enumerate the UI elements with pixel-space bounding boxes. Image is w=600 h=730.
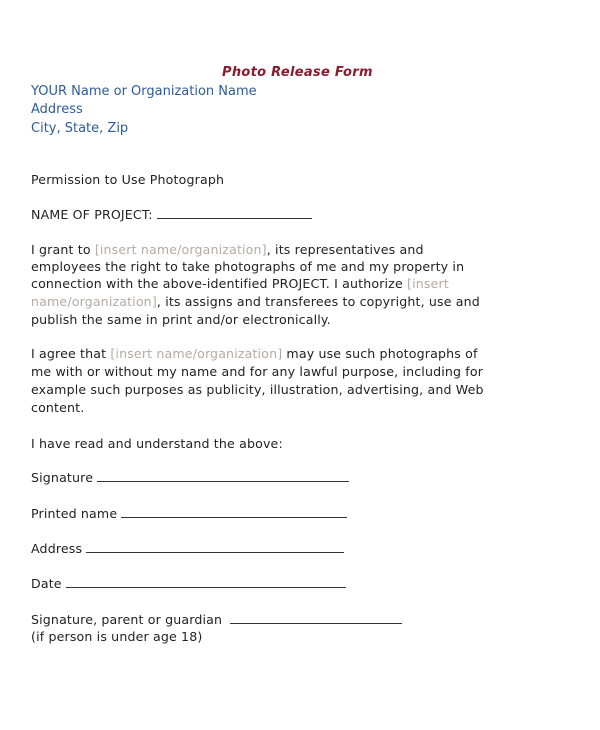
placeholder-organization: [insert name/organization] bbox=[94, 242, 267, 257]
form-title: Photo Release Form bbox=[222, 65, 373, 80]
signature-row bbox=[31, 470, 349, 485]
organization-address: Address bbox=[31, 102, 83, 117]
paragraph1-line5: publish the same in print and/or electronically. bbox=[31, 312, 331, 327]
text: I grant to bbox=[31, 242, 95, 257]
date-field[interactable] bbox=[66, 586, 346, 588]
placeholder-organization: name/organization] bbox=[31, 294, 157, 309]
project-name-field[interactable] bbox=[157, 217, 312, 219]
guardian-signature-row bbox=[31, 612, 402, 627]
printed-name-label: Printed name bbox=[31, 506, 118, 521]
address-field[interactable] bbox=[86, 551, 344, 553]
signature-field[interactable] bbox=[97, 480, 349, 482]
paragraph2-line3: example such purposes as publicity, illustration, advertising, and Web bbox=[31, 382, 484, 397]
form-subtitle: Permission to Use Photograph bbox=[31, 172, 225, 187]
paragraph2-line2: me with or without my name and for any lawful purpose, including for bbox=[31, 364, 484, 379]
paragraph2-line1 bbox=[31, 346, 478, 361]
organization-name: YOUR Name or Organization Name bbox=[31, 84, 257, 99]
date-row bbox=[31, 576, 346, 591]
printed-name-field[interactable] bbox=[121, 516, 347, 518]
placeholder-organization: [insert bbox=[407, 276, 449, 291]
text: I agree that bbox=[31, 346, 111, 361]
paragraph1-line4 bbox=[31, 294, 480, 309]
date-label: Date bbox=[31, 576, 62, 591]
printed-name-row bbox=[31, 506, 347, 521]
guardian-note: (if person is under age 18) bbox=[31, 629, 203, 644]
project-name-label: NAME OF PROJECT: bbox=[31, 207, 153, 222]
paragraph2-line4: content. bbox=[31, 400, 85, 415]
guardian-signature-label: Signature, parent or guardian bbox=[31, 612, 223, 627]
paragraph1-line2: employees the right to take photographs of me and my property in bbox=[31, 259, 465, 274]
address-label: Address bbox=[31, 541, 83, 556]
organization-city-state-zip: City, State, Zip bbox=[31, 121, 129, 136]
placeholder-organization: [insert name/organization] bbox=[110, 346, 283, 361]
signature-label: Signature bbox=[31, 470, 94, 485]
paragraph1-line3 bbox=[31, 276, 449, 291]
paragraph1-line1 bbox=[31, 242, 424, 257]
acknowledgement-text: I have read and understand the above: bbox=[31, 436, 283, 451]
guardian-signature-field[interactable] bbox=[230, 622, 402, 624]
text: , its assigns and transferees to copyright, use and bbox=[156, 294, 480, 309]
text: , its representatives and bbox=[266, 242, 424, 257]
project-name-row bbox=[31, 207, 312, 222]
address-row bbox=[31, 541, 344, 556]
text: may use such photographs of bbox=[282, 346, 478, 361]
text: connection with the above-identified PROJECT. I authorize bbox=[31, 276, 407, 291]
